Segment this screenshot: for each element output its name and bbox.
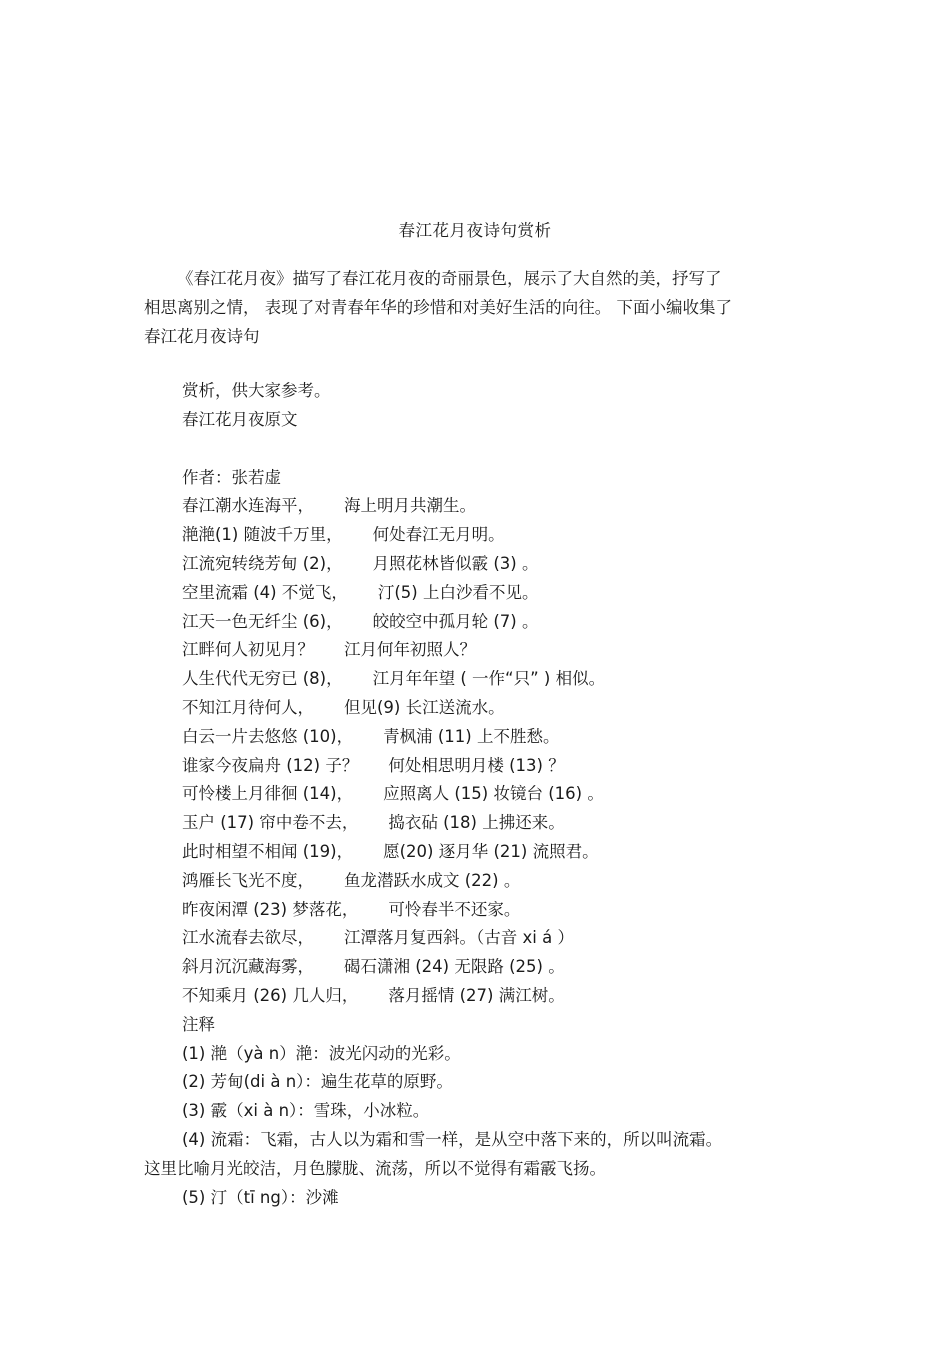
poem-couplet (182, 492, 882, 521)
poem-line-b: 捣衣砧 (18) 上拂还来。 (388, 813, 565, 833)
poem-couplet (182, 723, 882, 752)
poem-line-b: 汀(5) 上白沙看不见。 (377, 582, 539, 602)
poem-line-a: 鸿雁长飞光不度， (182, 870, 314, 890)
poem-couplet (182, 636, 882, 665)
poem-line-b: 海上明月共潮生。 (344, 496, 476, 516)
poem-line-a: 江流宛转绕芳甸 (2)， (182, 553, 343, 573)
intro-tail: 赏析，供大家参考。 (182, 381, 331, 400)
poem-line-b: 江月何年初照人？ (344, 640, 476, 660)
poem-line-a: 人生代代无穷已 (8)， (182, 669, 343, 689)
intro-line: 春江花月夜诗句 (144, 327, 260, 346)
poem-line-a: 江畔何人初见月？ (182, 640, 314, 660)
section-heading: 春江花月夜原文 (182, 409, 298, 429)
poem-line-a: 不知乘月 (26) 几人归， (182, 985, 359, 1005)
poem-couplet (182, 550, 882, 579)
blank-line (182, 435, 882, 464)
poem-line-b: 应照离人 (15) 妆镜台 (16) 。 (383, 784, 604, 804)
intro-line: 《春江花月夜》描写了春江花月夜的奇丽景色，展示了大自然的美，抒写了 (177, 269, 722, 288)
intro-paragraph (144, 264, 824, 351)
intro-line: 相思离别之情， 表现了对青春年华的珍惜和对美好生活的向往。 下面小编收集了 (144, 298, 732, 317)
poem-line-a: 昨夜闲潭 (23) 梦落花， (182, 899, 359, 919)
poem-line-a: 斜月沉沉藏海雾， (182, 957, 314, 977)
notes-heading: 注释 (182, 1014, 215, 1034)
poem-line-b: 何处春江无月明。 (372, 525, 505, 545)
poem-line-b: 江潭落月复西斜。（古音 xi á ） (344, 928, 574, 948)
poem-line-a: 此时相望不相闻 (19)， (182, 841, 354, 861)
poem-line-a: 不知江月待何人， (182, 697, 314, 717)
poem-line-b: 可怜春半不还家。 (388, 899, 521, 919)
poem-line-b: 皎皎空中孤月轮 (7) 。 (372, 611, 539, 631)
poem-couplet (182, 780, 882, 809)
poem-line-a: 玉户 (17) 帘中卷不去， (182, 813, 359, 833)
poem (182, 492, 882, 1010)
poem-couplet (182, 521, 882, 550)
note-item: (1) 滟（yà n）滟：波光闪动的光彩。 (182, 1043, 461, 1063)
poem-line-b: 江月年年望 ( 一作“只” ) 相似。 (372, 669, 606, 689)
poem-couplet (182, 924, 882, 953)
poem-couplet (182, 982, 882, 1011)
note-item: (4) 流霜：飞霜，古人以为霜和雪一样，是从空中落下来的，所以叫流霜。 (182, 1129, 723, 1149)
note-continuation: 这里比喻月光皎洁，月色朦胧、流荡，所以不觉得有霜霰飞扬。 (144, 1158, 606, 1178)
poem-couplet (182, 953, 882, 982)
author-line: 作者：张若虚 (182, 467, 281, 487)
poem-line-b: 月照花林皆似霰 (3) 。 (372, 553, 539, 573)
poem-line-b: 何处相思明月楼 (13) ？ (388, 755, 565, 775)
poem-line-a: 谁家今夜扁舟 (12) 子？ (182, 755, 359, 775)
note-item: (3) 霰（xi à n）：雪珠，小冰粒。 (182, 1101, 430, 1121)
poem-line-a: 春江潮水连海平， (182, 496, 314, 516)
poem-line-b: 但见(9) 长江送流水。 (344, 697, 505, 717)
poem-line-b: 鱼龙潜跃水成文 (22) 。 (344, 870, 521, 890)
poem-couplet (182, 838, 882, 867)
poem-couplet (182, 694, 882, 723)
poem-couplet (182, 867, 882, 896)
poem-line-a: 江水流春去欲尽， (182, 928, 314, 948)
poem-line-a: 滟滟(1) 随波千万里， (182, 525, 343, 545)
poem-couplet (182, 809, 882, 838)
note-item: (5) 汀（tī ng）：沙滩 (182, 1187, 339, 1207)
poem-line-b: 落月摇情 (27) 满江树。 (388, 985, 565, 1005)
poem-couplet (182, 579, 882, 608)
poem-line-a: 白云一片去悠悠 (10)， (182, 726, 354, 746)
poem-line-b: 碣石潇湘 (24) 无限路 (25) 。 (344, 957, 565, 977)
body-block (144, 377, 882, 1212)
poem-couplet (182, 608, 882, 637)
poem-line-a: 可怜楼上月徘徊 (14)， (182, 784, 354, 804)
poem-line-a: 空里流霜 (4) 不觉飞， (182, 582, 348, 602)
poem-couplet (182, 665, 882, 694)
note-item: (2) 芳甸(di à n）：遍生花草的原野。 (182, 1072, 453, 1092)
poem-couplet (182, 896, 882, 925)
poem-line-a: 江天一色无纤尘 (6)， (182, 611, 343, 631)
document-title: 春江花月夜诗句赏析 (398, 221, 552, 240)
poem-line-b: 青枫浦 (11) 上不胜愁。 (383, 726, 560, 746)
poem-line-b: 愿(20) 逐月华 (21) 流照君。 (383, 841, 599, 861)
poem-couplet (182, 752, 882, 781)
